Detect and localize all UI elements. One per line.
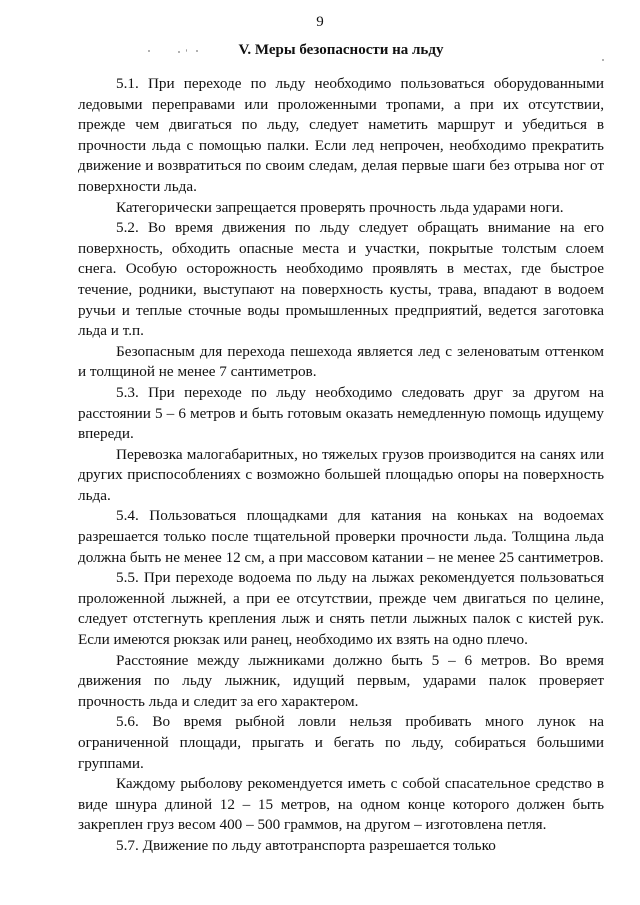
paragraph-5-5: 5.5. При переходе водоема по льду на лыжах рекомендуется пользоваться проложенной лыжней, а при ее отсутствии, прежде чем двигаться по целине, следует отстегнуть крепления лыж и снять петли лыжных палок с кистей рук. Если имеются рюкзак или ранец, необходимо их взять на одно плечо.: [78, 569, 604, 649]
paragraph-5-4: 5.4. Пользоваться площадками для катания на коньках на водоемах разрешается только после тщательной проверки прочности льда. Толщина льда должна быть не менее 12 см, а при массовом катании – не менее 25 сантиметров.: [78, 507, 604, 566]
paragraph-5-1: 5.1. При переходе по льду необходимо пользоваться оборудованными ледовыми переправами или проложенными тропами, а при их отсутствии, прежде чем двигаться по льду, следует наметить маршрут и убедиться в прочности льда с помощью палки. Если лед непрочен, необходимо прекратить движение и возвратиться по своим следам, делая первые шаги без отрыва ног от поверхности льда.: [78, 75, 604, 195]
paragraph-5-2: 5.2. Во время движения по льду следует обращать внимание на его поверхность, обходить опасные места и участки, покрытые толстым слоем снега. Особую осторожность необходимо проявлять в местах, где быстрое течение, родники, выступают на поверхность кусты, трава, впадают в водоем ручьи и теплые сточные воды промышленных предприятий, ведется заготовка льда и т.п.: [78, 219, 604, 340]
paragraph-safe-ice: Безопасным для перехода пешехода является лед с зеленоватым оттенком и толщиной не менее 7 сантиметров.: [78, 342, 604, 381]
paragraph-rescue-cord: Каждому рыболову рекомендуется иметь с собой спасательное средство в виде шнура длиной 12 – 15 метров, на одном конце которого должен быть закреплен груз весом 400 – 500 граммов, на другом – изготовлена петля.: [78, 775, 604, 834]
paragraph-ice-check-prohibition: Категорически запрещается проверять прочность льда ударами ноги.: [116, 198, 564, 216]
paragraph-skier-distance: Расстояние между лыжниками должно быть 5 – 6 метров. Во время движения по льду лыжник, идущий первым, ударами палок проверяет прочность льда и следит за его характером.: [78, 651, 604, 710]
paragraph-5-6: 5.6. Во время рыбной ловли нельзя пробивать много лунок на ограниченной площади, прыгать и бегать по льду, собираться большими группами.: [78, 713, 604, 772]
body-text: [78, 74, 604, 857]
paragraph-5-7: 5.7. Движение по льду автотранспорта разрешается только: [116, 836, 496, 854]
page-number: 9: [316, 14, 324, 30]
scan-speck: [602, 59, 604, 61]
section-title: V. Меры безопасности на льду: [238, 42, 444, 58]
paragraph-5-3: 5.3. При переходе по льду необходимо следовать друг за другом на расстоянии 5 – 6 метров и быть готовым оказать немедленную помощь идущему впереди.: [78, 383, 604, 443]
paragraph-cargo-transport: Перевозка малогабаритных, но тяжелых грузов производится на санях или других приспособлениях с возможно большей площадью опоры на поверхность льда.: [78, 445, 604, 504]
